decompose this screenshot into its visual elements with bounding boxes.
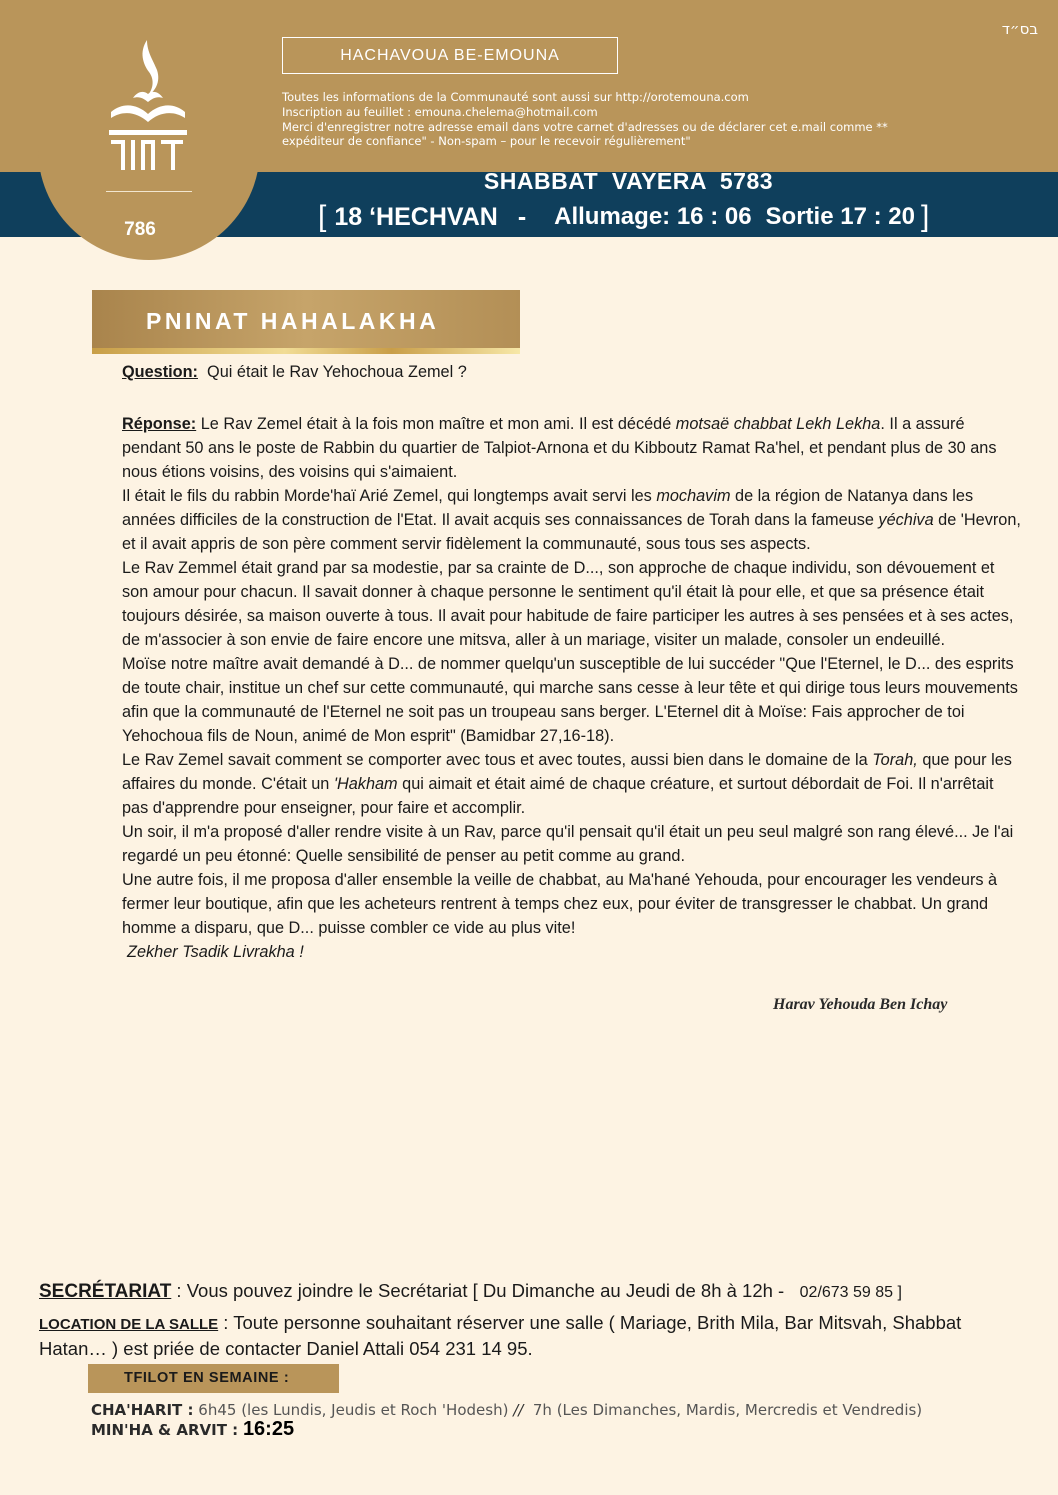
bsd-mark: בס״ד xyxy=(1001,20,1038,38)
mincha-time: 16:25 xyxy=(242,1418,295,1440)
shacharit-time-a: 6h45 (les Lundis, Jeudis et Roch 'Hodesh) xyxy=(198,1401,509,1419)
mincha-line xyxy=(91,1418,294,1441)
shabbat-title: SHABBAT VAYERA 5783 xyxy=(483,168,774,194)
paragraph-emphasis: 'Hakham xyxy=(333,775,398,793)
shacharit-separator: // xyxy=(513,1401,524,1419)
location-label: LOCATION DE LA SALLE xyxy=(39,1316,219,1333)
paragraph: Une autre fois, il me proposa d'aller ensemble la veille de chabbat, au Ma'hané Yehouda, pour encourager les vendeurs à fermer leur boutique, afin que les acheteurs rentrent à temps chez eux, pour éviter de transgresser le chabbat. Un grand homme a disparu, que D... puisse combler ce vide au plus vite! xyxy=(122,871,998,937)
answer-text: Le Rav Zemel était à la fois mon maître et mon ami. Il est décédé xyxy=(196,415,676,433)
paragraph xyxy=(122,748,1022,820)
paragraph-emphasis: yéchiva xyxy=(878,511,934,529)
closing-blessing: Zekher Tsadik Livrakha ! xyxy=(127,943,304,961)
tfilot-banner: TFILOT EN SEMAINE : xyxy=(88,1364,339,1393)
article xyxy=(122,360,1022,964)
shacharit-line xyxy=(91,1401,922,1419)
answer-label: Réponse: xyxy=(122,415,197,433)
secretariat-line xyxy=(39,1279,1029,1305)
mincha-label: MIN'HA & ARVIT : xyxy=(91,1421,239,1439)
question-text: Qui était le Rav Yehochoua Zemel ? xyxy=(207,363,467,381)
info-line: Toutes les informations de la Communauté sont aussi sur http://orotemouna.com xyxy=(282,90,749,104)
paragraph-text: Le Rav Zemel savait comment se comporter avec tous et avec toutes, aussi bien dans le domaine de la xyxy=(122,751,873,769)
hebrew-date: 18 ‘HECHVAN xyxy=(334,202,498,231)
secretariat-text: : Vous pouvez joindre le Secrétariat [ Du Dimanche au Jeudi de 8h à 12h - xyxy=(171,1280,785,1301)
bracket-close: ] xyxy=(920,200,930,233)
info-block xyxy=(282,90,982,149)
info-line: expéditeur de confiance" - Non-spam – pour le recevoir régulièrement" xyxy=(282,134,691,149)
paragraph-emphasis: mochavim xyxy=(656,487,731,505)
question-label: Question: xyxy=(122,363,198,381)
bracket-open: [ xyxy=(318,200,327,233)
shacharit-label: CHA'HARIT : xyxy=(91,1401,194,1419)
paragraph: Un soir, il m'a proposé d'aller rendre visite à un Rav, parce qu'il pensait qu'il était un peu seul malgré son rang élevé... Je l'ai regardé un peu étonné: Quelle sensibilité de penser au petit comme au grand. xyxy=(122,823,1014,865)
info-line: Inscription au feuillet : emouna.chelema@hotmail.com xyxy=(282,104,598,119)
shabbat-end: Sortie 17 : 20 xyxy=(765,203,915,230)
paragraph-text: qui aimait et était aimé de chaque créature, et surtout débordait de Foi. Il n'arrêtait pas d'apprendre pour enseigner, pour faire et accomplir. xyxy=(122,775,994,817)
section-banner: PNINAT HAHALAKHA xyxy=(92,290,520,352)
question xyxy=(122,360,1022,384)
location-text: : Toute personne souhaitant réserver une salle ( Mariage, Brith Mila, Bar Mitsvah, Shabbat Hatan… ) est priée de contacter Daniel Attali 054 231 14 95. xyxy=(39,1312,962,1359)
secretariat-label: SECRÉTARIAT xyxy=(39,1281,172,1302)
info-line: Merci d'enregistrer notre adresse email dans votre carnet d'adresses ou de déclarer cet e.mail comme ** xyxy=(282,119,888,134)
newsletter-title: HACHAVOUA BE-EMOUNA xyxy=(282,37,618,74)
shacharit-time-b: 7h (Les Dimanches, Mardis, Mercredis et Vendredis) xyxy=(532,1401,923,1419)
location-line xyxy=(39,1311,1029,1361)
issue-number: 786 xyxy=(124,219,156,240)
secretariat-phone: 02/673 59 85 ] xyxy=(799,1284,902,1301)
date-dash: - xyxy=(517,202,527,231)
paragraph-text: de 'Hevron, et il avait appris de son père comment servir fidèlement la communauté, sous tous ses aspects. xyxy=(122,511,1021,553)
paragraph-text: de la région de Natanya dans les années difficiles de la construction de l'Etat. Il avait acquis ses connaissances de Torah dans la fameuse xyxy=(122,487,974,529)
logo-divider xyxy=(106,191,192,192)
author-signature: Harav Yehouda Ben Ichay xyxy=(773,996,948,1013)
candle-lighting: Allumage: 16 : 06 xyxy=(554,203,752,230)
answer-emphasis: motsaë chabbat Lekh Lekha xyxy=(675,415,881,433)
paragraph-emphasis: Torah, xyxy=(872,751,918,769)
answer-paragraph xyxy=(122,412,1022,484)
paragraph xyxy=(122,484,1022,556)
paragraph-text: que pour les affaires du monde. C'était un xyxy=(122,751,1012,793)
dates-line xyxy=(318,200,928,234)
paragraph-text: Il était le fils du rabbin Morde'haï Arié Zemel, qui longtemps avait servi les xyxy=(122,487,657,505)
paragraph: Le Rav Zemmel était grand par sa modestie, par sa crainte de D..., son approche de chaque individu, son dévouement et son amour pour chacun. Il savait donner à chaque personne le sentiment qu'il était là pour elle, et que sa présence était toujours désirée, sa maison ouverte à tous. Il avait pour habitude de faire participer les autres à ses pensées et à ses actes, de m'associer à son envie de faire encore une mitsva, aller à un mariage, visiter un malade, consoler un endeuillé. xyxy=(122,559,1014,649)
paragraph: Moïse notre maître avait demandé à D... de nommer quelqu'un susceptible de lui succéder "Que l'Eternel, le D... des esprits de toute chair, institue un chef sur cette communauté, qui marche sans cesse à leur tête et qui dirige tous leurs mouvements afin que la communauté de l'Eternel ne soit pas un troupeau sans berger. L'Eternel dit à Moïse: Fais approcher de toi Yehochoua fils de Noun, animé de Mon esprit" (Bamidbar 27,16-18). xyxy=(122,655,1018,745)
answer-text: . Il a assuré pendant 50 ans le poste de Rabbin du quartier de Talpiot-Arnona et du Kibboutz Ramat Ra'hel, et pendant plus de 30 ans nous étions voisins, des voisins qui s'aimaient. xyxy=(122,415,997,481)
emouna-logo-icon xyxy=(103,38,193,178)
